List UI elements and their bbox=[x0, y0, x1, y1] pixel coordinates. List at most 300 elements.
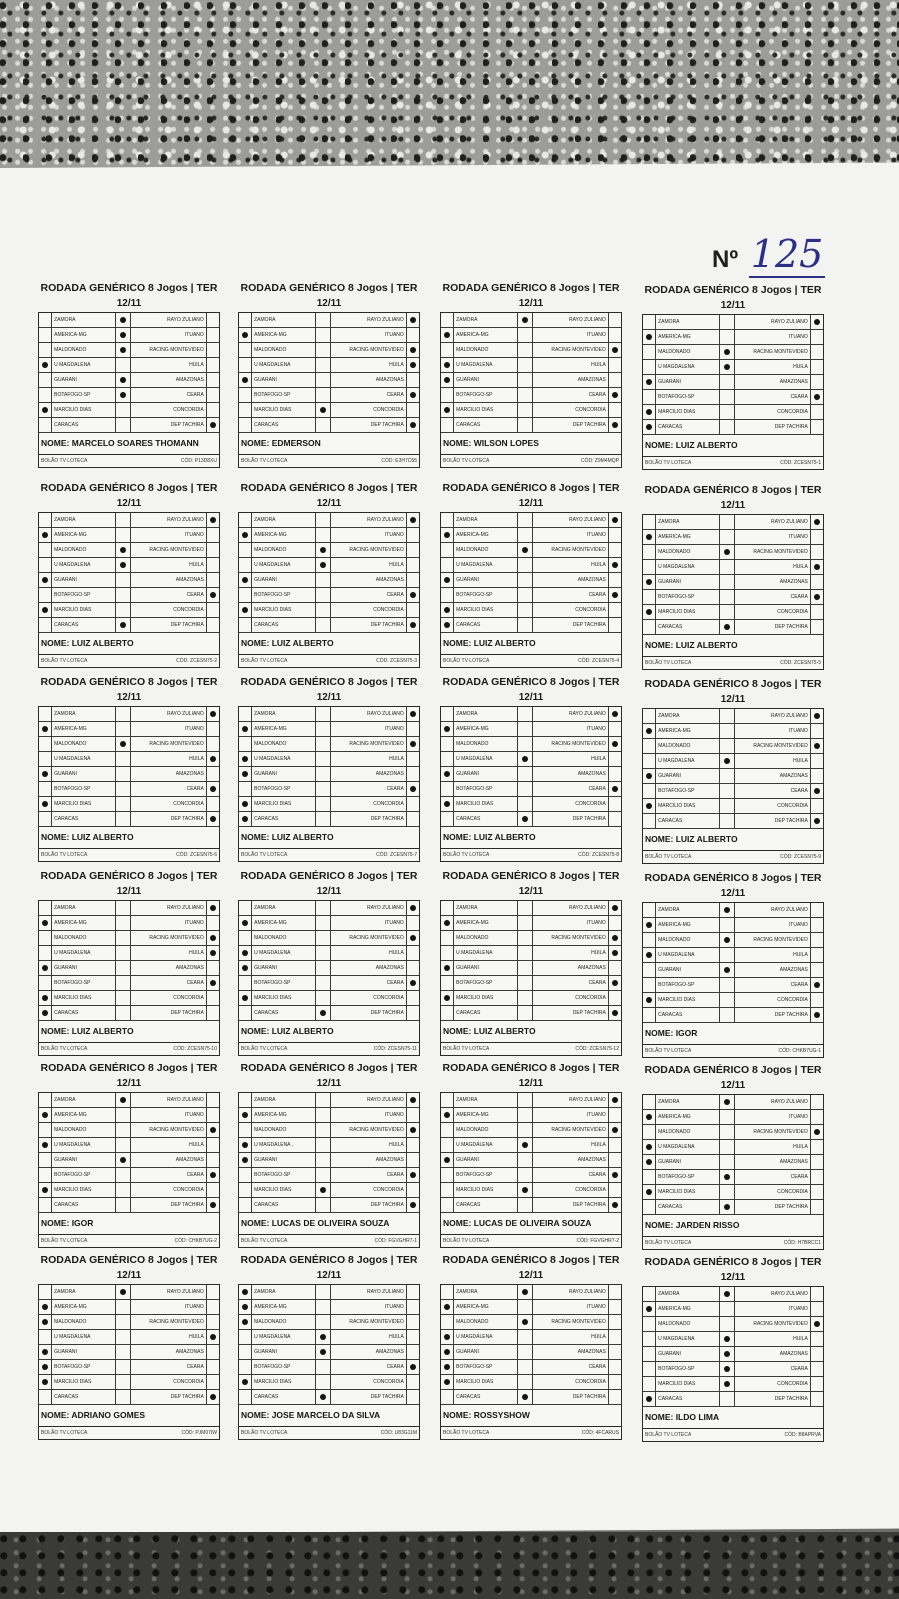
home-team: BOTAFOGO-SP bbox=[454, 1360, 518, 1375]
away-win-cell bbox=[608, 588, 621, 603]
selection-dot bbox=[242, 377, 248, 383]
matches-table bbox=[239, 707, 419, 827]
match-row bbox=[239, 1006, 419, 1021]
away-win-cell bbox=[206, 707, 219, 722]
home-win-cell bbox=[441, 1006, 454, 1021]
away-win-cell bbox=[406, 418, 419, 433]
selection-dot bbox=[612, 935, 618, 941]
away-win-cell bbox=[206, 961, 219, 976]
match-row bbox=[441, 1360, 621, 1375]
draw-cell bbox=[517, 812, 532, 827]
draw-cell bbox=[719, 360, 734, 375]
match-row bbox=[643, 814, 823, 829]
away-team: RAYO ZULIANO bbox=[532, 1285, 608, 1300]
away-win-cell bbox=[608, 358, 621, 373]
home-team: GUARANI bbox=[52, 573, 116, 588]
match-row bbox=[39, 418, 219, 433]
home-team: CARACAS bbox=[252, 618, 316, 633]
home-team: MALDONADO bbox=[454, 931, 518, 946]
away-team: RAYO ZULIANO bbox=[130, 1285, 206, 1300]
selection-dot bbox=[410, 741, 416, 747]
home-win-cell bbox=[643, 754, 656, 769]
away-team: RAYO ZULIANO bbox=[330, 313, 406, 328]
draw-cell bbox=[517, 343, 532, 358]
home-team: AMERICA-MG bbox=[454, 722, 518, 737]
selection-dot bbox=[210, 1334, 216, 1340]
draw-cell bbox=[517, 373, 532, 388]
home-win-cell bbox=[239, 358, 252, 373]
away-win-cell bbox=[810, 375, 823, 390]
card-date: 12/11 bbox=[116, 886, 142, 897]
match-row bbox=[239, 1138, 419, 1153]
match-row bbox=[643, 1170, 823, 1185]
draw-cell bbox=[719, 724, 734, 739]
brand-label: BOLÃO TV LOTECA bbox=[645, 460, 692, 466]
draw-cell bbox=[719, 1170, 734, 1185]
selection-dot bbox=[210, 786, 216, 792]
card-box bbox=[38, 706, 220, 862]
home-win-cell bbox=[39, 358, 52, 373]
away-win-cell bbox=[206, 1108, 219, 1123]
draw-cell bbox=[115, 543, 130, 558]
draw-cell bbox=[517, 1330, 532, 1345]
home-win-cell bbox=[643, 1362, 656, 1377]
home-win-cell bbox=[39, 1360, 52, 1375]
card-footer bbox=[239, 454, 419, 468]
home-win-cell bbox=[441, 722, 454, 737]
card-title: RODADA GENÉRICO 8 Jogos | TER bbox=[644, 678, 822, 690]
away-win-cell bbox=[810, 754, 823, 769]
away-win-cell bbox=[810, 769, 823, 784]
match-row bbox=[39, 558, 219, 573]
away-team: DEP TACHIRA bbox=[734, 1008, 810, 1023]
bettor-name: NOME: IGOR bbox=[645, 1028, 698, 1038]
away-team: HUILA bbox=[130, 558, 206, 573]
draw-cell bbox=[315, 812, 330, 827]
card-date: 12/11 bbox=[316, 298, 342, 309]
home-team: AMERICA-MG bbox=[52, 1108, 116, 1123]
away-team: CEARA bbox=[130, 782, 206, 797]
home-win-cell bbox=[643, 948, 656, 963]
away-team: HUILA bbox=[130, 946, 206, 961]
card-date: 12/11 bbox=[316, 886, 342, 897]
selection-dot bbox=[120, 377, 126, 383]
brand-label: BOLÃO TV LOTECA bbox=[41, 1238, 88, 1244]
card-footer bbox=[441, 654, 621, 668]
card-box bbox=[440, 1092, 622, 1248]
match-row bbox=[39, 313, 219, 328]
home-team: ZAMORA bbox=[52, 313, 116, 328]
home-team: BOTAFOGO-SP bbox=[52, 588, 116, 603]
draw-cell bbox=[517, 1345, 532, 1360]
away-team: AMAZONAS bbox=[532, 1345, 608, 1360]
away-win-cell bbox=[810, 1008, 823, 1023]
selection-dot bbox=[646, 997, 652, 1003]
draw-cell bbox=[115, 752, 130, 767]
card-box bbox=[440, 312, 622, 468]
selection-dot bbox=[444, 920, 450, 926]
home-win-cell bbox=[441, 931, 454, 946]
match-row bbox=[441, 1390, 621, 1405]
home-win-cell bbox=[643, 390, 656, 405]
away-win-cell bbox=[206, 916, 219, 931]
selection-dot bbox=[320, 1394, 326, 1400]
home-win-cell bbox=[643, 420, 656, 435]
card-date: 12/11 bbox=[518, 498, 544, 509]
home-win-cell bbox=[39, 916, 52, 931]
match-row bbox=[643, 978, 823, 993]
draw-cell bbox=[315, 976, 330, 991]
brand-label: BOLÃO TV LOTECA bbox=[241, 658, 288, 664]
match-row bbox=[643, 1362, 823, 1377]
draw-cell bbox=[315, 1390, 330, 1405]
home-team: AMERICA-MG bbox=[656, 330, 720, 345]
selection-dot bbox=[724, 349, 730, 355]
selection-dot bbox=[42, 607, 48, 613]
draw-cell bbox=[517, 1285, 532, 1300]
home-win-cell bbox=[441, 1093, 454, 1108]
home-team: MALDONADO bbox=[52, 1315, 116, 1330]
match-row bbox=[239, 976, 419, 991]
home-win-cell bbox=[441, 1330, 454, 1345]
draw-cell bbox=[115, 931, 130, 946]
home-win-cell bbox=[441, 737, 454, 752]
match-row bbox=[643, 315, 823, 330]
bet-card bbox=[238, 1062, 420, 1248]
away-team: RACING MONTEVIDEO bbox=[330, 1123, 406, 1138]
home-team: ZAMORA bbox=[454, 1285, 518, 1300]
away-team: CONCORDIA bbox=[130, 1183, 206, 1198]
match-row bbox=[441, 588, 621, 603]
match-row bbox=[239, 752, 419, 767]
home-win-cell bbox=[441, 573, 454, 588]
home-team: U MAGDALENA bbox=[656, 560, 720, 575]
draw-cell bbox=[315, 603, 330, 618]
away-team: RACING MONTEVIDEO bbox=[330, 1315, 406, 1330]
match-row bbox=[239, 1093, 419, 1108]
selection-dot bbox=[444, 607, 450, 613]
ticket-code: CÓD: ZCESN75-4 bbox=[578, 658, 619, 664]
selection-dot bbox=[612, 1202, 618, 1208]
away-win-cell bbox=[608, 946, 621, 961]
match-row bbox=[441, 528, 621, 543]
away-win-cell bbox=[206, 991, 219, 1006]
home-win-cell bbox=[643, 769, 656, 784]
matches-table bbox=[239, 901, 419, 1021]
match-row bbox=[643, 1125, 823, 1140]
home-team: GUARANI bbox=[52, 373, 116, 388]
home-win-cell bbox=[643, 1140, 656, 1155]
away-win-cell bbox=[406, 1138, 419, 1153]
away-win-cell bbox=[206, 931, 219, 946]
away-team: RAYO ZULIANO bbox=[130, 901, 206, 916]
away-win-cell bbox=[206, 343, 219, 358]
bet-card bbox=[440, 870, 622, 1056]
away-team: DEP TACHIRA bbox=[330, 812, 406, 827]
match-row bbox=[643, 1392, 823, 1407]
match-row bbox=[39, 1375, 219, 1390]
draw-cell bbox=[719, 1200, 734, 1215]
away-team: RAYO ZULIANO bbox=[532, 313, 608, 328]
away-team: CONCORDIA bbox=[130, 603, 206, 618]
selection-dot bbox=[724, 1351, 730, 1357]
away-team: CEARA bbox=[130, 976, 206, 991]
home-team: AMERICA-MG bbox=[454, 328, 518, 343]
match-row bbox=[39, 767, 219, 782]
home-win-cell bbox=[441, 1168, 454, 1183]
home-win-cell bbox=[643, 1302, 656, 1317]
away-win-cell bbox=[406, 343, 419, 358]
draw-cell bbox=[315, 752, 330, 767]
selection-dot bbox=[42, 1304, 48, 1310]
home-win-cell bbox=[441, 797, 454, 812]
away-win-cell bbox=[608, 1153, 621, 1168]
home-win-cell bbox=[441, 313, 454, 328]
selection-dot bbox=[814, 594, 820, 600]
home-team: CARACAS bbox=[656, 1008, 720, 1023]
away-win-cell bbox=[810, 1110, 823, 1125]
matches-table bbox=[441, 513, 621, 633]
home-team: AMERICA-MG bbox=[252, 1300, 316, 1315]
draw-cell bbox=[719, 515, 734, 530]
draw-cell bbox=[517, 976, 532, 991]
match-row bbox=[441, 1345, 621, 1360]
bettor-name: NOME: LUIZ ALBERTO bbox=[241, 638, 334, 648]
away-win-cell bbox=[810, 948, 823, 963]
away-win-cell bbox=[810, 515, 823, 530]
away-win-cell bbox=[608, 528, 621, 543]
away-win-cell bbox=[406, 1198, 419, 1213]
ticket-code: CÓD: Z9M4MQP bbox=[580, 458, 619, 464]
selection-dot bbox=[242, 950, 248, 956]
match-row bbox=[239, 961, 419, 976]
away-team: AMAZONAS bbox=[130, 767, 206, 782]
home-team: MALDONADO bbox=[252, 737, 316, 752]
card-box bbox=[238, 312, 420, 468]
selection-dot bbox=[242, 1289, 248, 1295]
selection-dot bbox=[646, 379, 652, 385]
home-team: BOTAFOGO-SP bbox=[454, 588, 518, 603]
match-row bbox=[39, 946, 219, 961]
home-team: AMERICA-MG bbox=[454, 1108, 518, 1123]
home-win-cell bbox=[643, 903, 656, 918]
bettor-name: NOME: ILDO LIMA bbox=[645, 1412, 720, 1422]
draw-cell bbox=[315, 418, 330, 433]
selection-dot bbox=[210, 980, 216, 986]
home-team: ZAMORA bbox=[252, 1285, 316, 1300]
draw-cell bbox=[517, 707, 532, 722]
away-win-cell bbox=[810, 978, 823, 993]
card-footer bbox=[39, 454, 219, 468]
home-win-cell bbox=[643, 330, 656, 345]
home-team: U MAGDALENA bbox=[656, 1332, 720, 1347]
away-team: ITUANO bbox=[330, 1300, 406, 1315]
brand-label: BOLÃO TV LOTECA bbox=[241, 852, 288, 858]
selection-dot bbox=[612, 1010, 618, 1016]
home-win-cell bbox=[441, 1300, 454, 1315]
card-date: 12/11 bbox=[720, 1080, 746, 1091]
home-win-cell bbox=[239, 961, 252, 976]
away-team: HUILA bbox=[330, 358, 406, 373]
selection-dot bbox=[646, 1114, 652, 1120]
home-win-cell bbox=[643, 978, 656, 993]
home-team: MALDONADO bbox=[656, 345, 720, 360]
away-win-cell bbox=[810, 1185, 823, 1200]
selection-dot bbox=[444, 1157, 450, 1163]
away-team: CONCORDIA bbox=[130, 1375, 206, 1390]
match-row bbox=[39, 1315, 219, 1330]
draw-cell bbox=[315, 961, 330, 976]
home-team: MALDONADO bbox=[52, 543, 116, 558]
home-team: CARACAS bbox=[656, 1200, 720, 1215]
home-team: MARCILIO DIAS bbox=[656, 1377, 720, 1392]
home-team: U MAGDALENA bbox=[252, 358, 316, 373]
draw-cell bbox=[315, 1345, 330, 1360]
selection-dot bbox=[444, 1334, 450, 1340]
match-row bbox=[39, 1198, 219, 1213]
selection-dot bbox=[646, 922, 652, 928]
draw-cell bbox=[315, 797, 330, 812]
selection-dot bbox=[242, 920, 248, 926]
selection-dot bbox=[646, 728, 652, 734]
home-team: U MAGDALENA bbox=[52, 946, 116, 961]
away-team: AMAZONAS bbox=[130, 1153, 206, 1168]
draw-cell bbox=[517, 767, 532, 782]
away-team: ITUANO bbox=[130, 1108, 206, 1123]
card-footer bbox=[39, 1234, 219, 1248]
card-title: RODADA GENÉRICO 8 Jogos | TER bbox=[442, 1254, 620, 1266]
home-win-cell bbox=[441, 1153, 454, 1168]
selection-dot bbox=[42, 920, 48, 926]
match-row bbox=[441, 722, 621, 737]
away-team: RAYO ZULIANO bbox=[532, 707, 608, 722]
match-row bbox=[239, 1168, 419, 1183]
away-team: RAYO ZULIANO bbox=[130, 707, 206, 722]
away-team: RACING MONTEVIDEO bbox=[330, 931, 406, 946]
away-win-cell bbox=[406, 1390, 419, 1405]
away-team: DEP TACHIRA bbox=[130, 812, 206, 827]
home-win-cell bbox=[643, 784, 656, 799]
away-team: AMAZONAS bbox=[734, 375, 810, 390]
selection-dot bbox=[814, 319, 820, 325]
draw-cell bbox=[719, 784, 734, 799]
away-win-cell bbox=[608, 767, 621, 782]
away-team: CONCORDIA bbox=[330, 603, 406, 618]
match-row bbox=[239, 373, 419, 388]
away-team: CONCORDIA bbox=[734, 405, 810, 420]
away-team: CONCORDIA bbox=[532, 1183, 608, 1198]
draw-cell bbox=[315, 588, 330, 603]
brand-label: BOLÃO TV LOTECA bbox=[443, 1238, 490, 1244]
away-win-cell bbox=[406, 901, 419, 916]
home-team: CARACAS bbox=[52, 1390, 116, 1405]
home-team: MARCILIO DIAS bbox=[52, 991, 116, 1006]
home-team: MARCILIO DIAS bbox=[656, 1185, 720, 1200]
away-win-cell bbox=[810, 390, 823, 405]
draw-cell bbox=[115, 373, 130, 388]
home-win-cell bbox=[239, 1198, 252, 1213]
away-win-cell bbox=[406, 1006, 419, 1021]
draw-cell bbox=[517, 931, 532, 946]
away-win-cell bbox=[608, 1006, 621, 1021]
selection-dot bbox=[42, 1142, 48, 1148]
selection-dot bbox=[724, 1366, 730, 1372]
away-team: ITUANO bbox=[734, 724, 810, 739]
match-row bbox=[239, 1198, 419, 1213]
draw-cell bbox=[315, 1315, 330, 1330]
away-win-cell bbox=[810, 1332, 823, 1347]
home-team: ZAMORA bbox=[252, 707, 316, 722]
away-team: RACING MONTEVIDEO bbox=[130, 1315, 206, 1330]
home-win-cell bbox=[239, 797, 252, 812]
draw-cell bbox=[315, 373, 330, 388]
match-row bbox=[39, 388, 219, 403]
home-win-cell bbox=[441, 1315, 454, 1330]
home-team: ZAMORA bbox=[252, 313, 316, 328]
away-team: RACING MONTEVIDEO bbox=[532, 931, 608, 946]
away-team: HUILA bbox=[130, 1330, 206, 1345]
selection-dot bbox=[646, 952, 652, 958]
away-team: HUILA bbox=[532, 1138, 608, 1153]
selection-dot bbox=[410, 622, 416, 628]
match-row bbox=[39, 737, 219, 752]
bet-card bbox=[642, 872, 824, 1058]
away-team: CEARA bbox=[330, 782, 406, 797]
bet-card bbox=[238, 870, 420, 1056]
draw-cell bbox=[115, 1198, 130, 1213]
granite-background-bottom bbox=[0, 1532, 899, 1599]
away-win-cell bbox=[406, 1168, 419, 1183]
draw-cell bbox=[719, 345, 734, 360]
card-box bbox=[440, 512, 622, 668]
home-team: MARCILIO DIAS bbox=[252, 991, 316, 1006]
selection-dot bbox=[612, 980, 618, 986]
away-win-cell bbox=[810, 360, 823, 375]
selection-dot bbox=[444, 995, 450, 1001]
draw-cell bbox=[517, 916, 532, 931]
home-team: ZAMORA bbox=[454, 513, 518, 528]
home-win-cell bbox=[441, 1138, 454, 1153]
home-win-cell bbox=[239, 1390, 252, 1405]
away-team: ITUANO bbox=[330, 1108, 406, 1123]
home-win-cell bbox=[39, 1153, 52, 1168]
selection-dot bbox=[210, 517, 216, 523]
match-row bbox=[39, 1123, 219, 1138]
away-win-cell bbox=[406, 961, 419, 976]
away-team: CEARA bbox=[130, 1360, 206, 1375]
away-win-cell bbox=[608, 931, 621, 946]
away-team: RAYO ZULIANO bbox=[330, 707, 406, 722]
bet-card bbox=[642, 1064, 824, 1250]
home-win-cell bbox=[239, 588, 252, 603]
home-win-cell bbox=[239, 1345, 252, 1360]
home-win-cell bbox=[441, 603, 454, 618]
away-win-cell bbox=[406, 1093, 419, 1108]
card-box bbox=[38, 312, 220, 468]
bet-card bbox=[38, 870, 220, 1056]
home-win-cell bbox=[441, 976, 454, 991]
away-team: CONCORDIA bbox=[532, 603, 608, 618]
match-row bbox=[239, 1123, 419, 1138]
home-team: CARACAS bbox=[656, 814, 720, 829]
away-win-cell bbox=[206, 1375, 219, 1390]
home-team: U MAGDALENA bbox=[52, 1138, 116, 1153]
away-win-cell bbox=[608, 1168, 621, 1183]
draw-cell bbox=[719, 709, 734, 724]
home-win-cell bbox=[441, 1108, 454, 1123]
selection-dot bbox=[242, 801, 248, 807]
home-win-cell bbox=[239, 388, 252, 403]
